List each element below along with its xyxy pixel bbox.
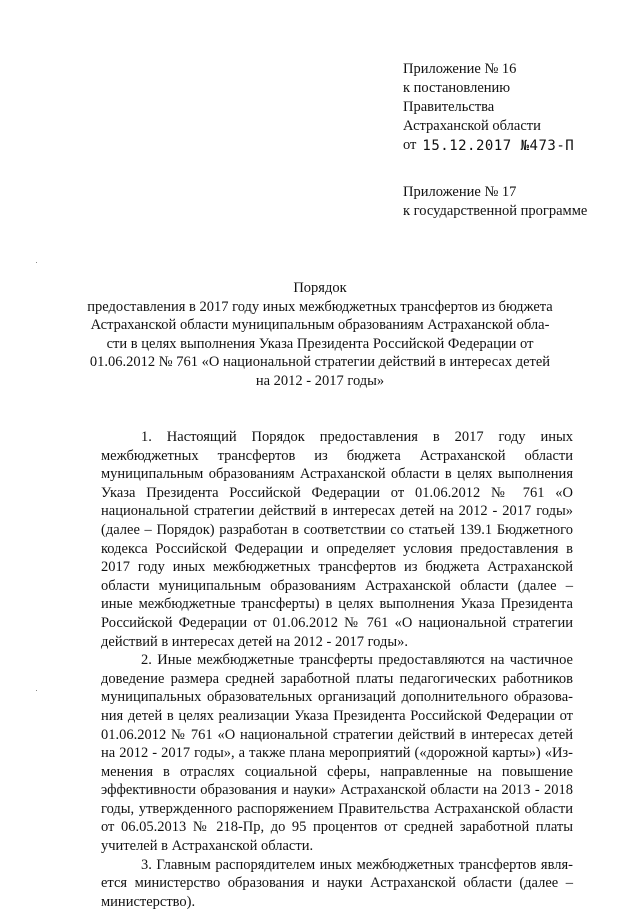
- scan-speck: [36, 262, 37, 263]
- date-stamp: 15.12.2017 №473-П: [422, 138, 575, 154]
- title-line: 01.06.2012 № 761 «О национальной стратегии действий в интересах детей: [89, 354, 551, 370]
- title-line: на 2012 - 2017 годы»: [255, 372, 385, 389]
- paragraph-3: 3. Главным распорядителем иных межбюджетных трансфертов является министерство образования и науки Астраханской области (далее – министерство).: [101, 856, 573, 910]
- appendix-16-region: Астраханской области: [403, 118, 541, 134]
- appendix-16-date-line: [403, 136, 574, 155]
- appendix-17-number: Приложение № 17: [403, 184, 517, 200]
- paragraph-2: 2. Иные межбюджетные трансферты предоставляются на частичное доведение размера средней заработной платы педагогических работников муниципальных образовательных организаций дополнительного образования детей в целях реализации Указа Президента Российской Федерации от 01.06.2012 № 761 «О национальной стратегии действий в интересах детей на 2012 - 2017 годы», а также плана мероприятий («дорожной карты») «Изменения в отраслях социальной сферы, направленные на повышение эффективности образования и науки» Астраханской области на 2013 - 2018 годы, утвержденного распоряжением Правительства Астраханской области от 06.05.2013 № 218-Пр, до 95 процентов от средней заработной платы учителей в Астраханской области.: [101, 652, 573, 855]
- appendix-17-header: [403, 183, 587, 221]
- appendix-17-to-program: к государственной программе: [403, 203, 588, 219]
- title-heading: Порядок: [293, 280, 347, 296]
- appendix-16-header: [403, 60, 574, 155]
- document-body: [101, 428, 573, 911]
- appendix-16-number: Приложение № 16: [403, 61, 517, 77]
- paragraph-1: 1. Настоящий Порядок предоставления в 2017 году иных межбюджетных трансфертов из бюджета Астраханской области муниципальным образованиям Астраханской области в целях выполнения Указа Президента Российской Федерации от 01.06.2012 № 761 «О национальной стратегии действий в интересах детей на 2012 - 2017 годы» (далее – Порядок) разработан в соответствии со статьей 139.1 Бюджетного кодекса Российской Федерации и определяет условия предоставления в 2017 году иных межбюджетных трансфертов из бюджета Астраханской области муниципальным образованиям Астраханской области (далее – иные межбюджетные трансферты) в целях выполнения Указа Президента Российской Федерации от 01.06.2012 № 761 «О национальной стратегии действий в интересах детей на 2012 - 2017 годы».: [101, 429, 573, 650]
- document-title: [80, 279, 560, 390]
- title-line: сти в целях выполнения Указа Президента Российской Федерации от: [106, 335, 534, 352]
- title-line: Астраханской области муниципальным образованиям Астраханской обла-: [90, 317, 550, 333]
- scan-speck: [36, 690, 37, 691]
- date-prefix: от: [403, 137, 417, 153]
- appendix-16-government: Правительства: [403, 99, 495, 115]
- appendix-16-to-resolution: к постановлению: [403, 80, 511, 96]
- title-line: предоставления в 2017 году иных межбюджетных трансфертов из бюджета: [87, 298, 553, 315]
